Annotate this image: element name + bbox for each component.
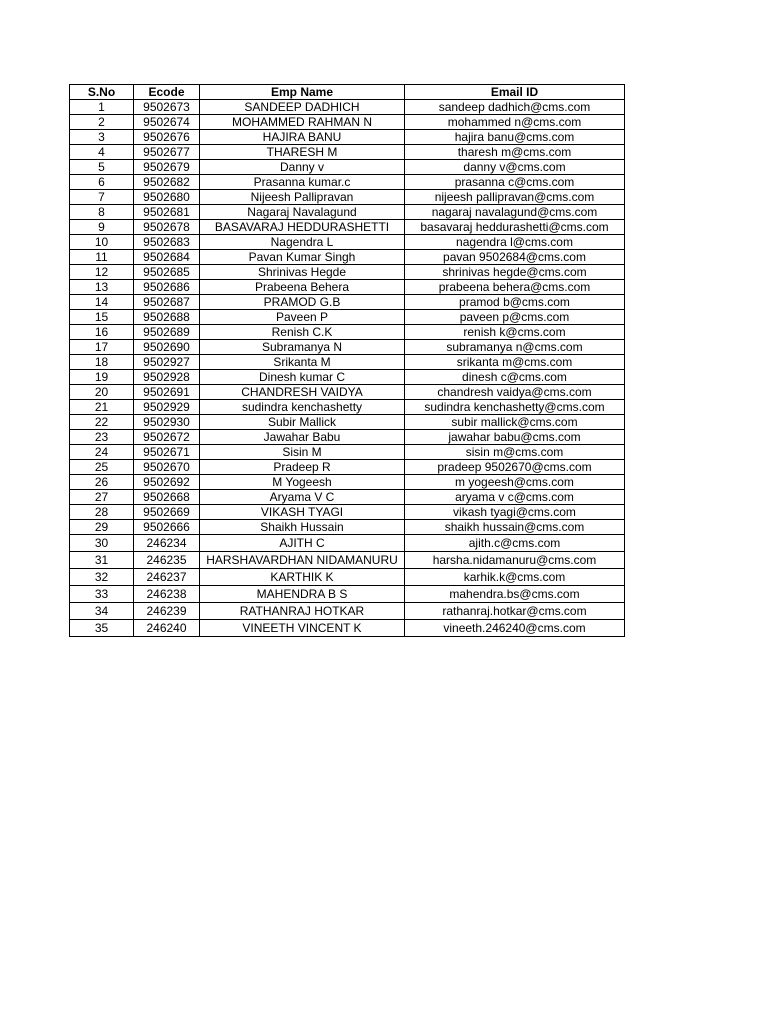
sno-cell: 9 xyxy=(70,220,134,235)
emp-name-cell: VINEETH VINCENT K xyxy=(200,620,405,637)
email-cell: sudindra kenchashetty@cms.com xyxy=(405,400,625,415)
emp-name-cell: Paveen P xyxy=(200,310,405,325)
table-row xyxy=(70,220,625,235)
emp-name-cell: Nagaraj Navalagund xyxy=(200,205,405,220)
sno-cell: 15 xyxy=(70,310,134,325)
sno-cell: 13 xyxy=(70,280,134,295)
emp-name-cell: MOHAMMED RAHMAN N xyxy=(200,115,405,130)
email-cell: aryama v c@cms.com xyxy=(405,490,625,505)
sno-cell: 34 xyxy=(70,603,134,620)
table-row xyxy=(70,340,625,355)
sno-cell: 8 xyxy=(70,205,134,220)
emp-name-cell: Dinesh kumar C xyxy=(200,370,405,385)
email-cell: pramod b@cms.com xyxy=(405,295,625,310)
sno-cell: 27 xyxy=(70,490,134,505)
table-row xyxy=(70,385,625,400)
email-cell: vineeth.246240@cms.com xyxy=(405,620,625,637)
emp-name-cell: Shrinivas Hegde xyxy=(200,265,405,280)
emp-name-cell: Sisin M xyxy=(200,445,405,460)
emp-name-cell: Aryama V C xyxy=(200,490,405,505)
ecode-cell: 9502688 xyxy=(134,310,200,325)
ecode-cell: 9502668 xyxy=(134,490,200,505)
email-cell: shrinivas hegde@cms.com xyxy=(405,265,625,280)
table-row xyxy=(70,355,625,370)
table-row xyxy=(70,475,625,490)
email-cell: nagaraj navalagund@cms.com xyxy=(405,205,625,220)
email-cell: chandresh vaidya@cms.com xyxy=(405,385,625,400)
ecode-cell: 9502666 xyxy=(134,520,200,535)
email-cell: paveen p@cms.com xyxy=(405,310,625,325)
sno-cell: 32 xyxy=(70,569,134,586)
header-sno: S.No xyxy=(70,85,134,100)
sno-cell: 2 xyxy=(70,115,134,130)
table-row xyxy=(70,620,625,637)
table-row xyxy=(70,490,625,505)
emp-name-cell: AJITH C xyxy=(200,535,405,552)
table-body xyxy=(70,100,625,637)
sno-cell: 5 xyxy=(70,160,134,175)
ecode-cell: 9502683 xyxy=(134,235,200,250)
email-cell: sisin m@cms.com xyxy=(405,445,625,460)
table-row xyxy=(70,265,625,280)
table-row xyxy=(70,460,625,475)
table-row xyxy=(70,175,625,190)
sno-cell: 22 xyxy=(70,415,134,430)
email-cell: mohammed n@cms.com xyxy=(405,115,625,130)
header-emp-name: Emp Name xyxy=(200,85,405,100)
table-row xyxy=(70,370,625,385)
email-cell: pradeep 9502670@cms.com xyxy=(405,460,625,475)
ecode-cell: 9502692 xyxy=(134,475,200,490)
table-row xyxy=(70,505,625,520)
ecode-cell: 9502930 xyxy=(134,415,200,430)
emp-name-cell: Nijeesh Pallipravan xyxy=(200,190,405,205)
header-row xyxy=(70,85,625,100)
emp-name-cell: Pradeep R xyxy=(200,460,405,475)
email-cell: mahendra.bs@cms.com xyxy=(405,586,625,603)
emp-name-cell: Prasanna kumar.c xyxy=(200,175,405,190)
ecode-cell: 9502678 xyxy=(134,220,200,235)
email-cell: nagendra l@cms.com xyxy=(405,235,625,250)
sno-cell: 25 xyxy=(70,460,134,475)
email-cell: nijeesh pallipravan@cms.com xyxy=(405,190,625,205)
ecode-cell: 9502669 xyxy=(134,505,200,520)
table-row xyxy=(70,430,625,445)
sno-cell: 23 xyxy=(70,430,134,445)
header-email-id: Email ID xyxy=(405,85,625,100)
table-row xyxy=(70,235,625,250)
table-row xyxy=(70,130,625,145)
emp-name-cell: sudindra kenchashetty xyxy=(200,400,405,415)
table-row xyxy=(70,310,625,325)
ecode-cell: 246234 xyxy=(134,535,200,552)
emp-name-cell: Pavan Kumar Singh xyxy=(200,250,405,265)
sno-cell: 30 xyxy=(70,535,134,552)
ecode-cell: 9502928 xyxy=(134,370,200,385)
ecode-cell: 9502681 xyxy=(134,205,200,220)
table-row xyxy=(70,100,625,115)
sno-cell: 21 xyxy=(70,400,134,415)
ecode-cell: 9502689 xyxy=(134,325,200,340)
table-row xyxy=(70,415,625,430)
email-cell: sandeep dadhich@cms.com xyxy=(405,100,625,115)
emp-name-cell: Jawahar Babu xyxy=(200,430,405,445)
emp-name-cell: M Yogeesh xyxy=(200,475,405,490)
ecode-cell: 9502684 xyxy=(134,250,200,265)
sno-cell: 29 xyxy=(70,520,134,535)
emp-name-cell: VIKASH TYAGI xyxy=(200,505,405,520)
ecode-cell: 9502671 xyxy=(134,445,200,460)
sno-cell: 11 xyxy=(70,250,134,265)
emp-name-cell: THARESH M xyxy=(200,145,405,160)
ecode-cell: 9502674 xyxy=(134,115,200,130)
ecode-cell: 9502685 xyxy=(134,265,200,280)
sno-cell: 3 xyxy=(70,130,134,145)
ecode-cell: 246237 xyxy=(134,569,200,586)
table-row xyxy=(70,160,625,175)
emp-name-cell: Prabeena Behera xyxy=(200,280,405,295)
sno-cell: 28 xyxy=(70,505,134,520)
email-cell: ajith.c@cms.com xyxy=(405,535,625,552)
sno-cell: 16 xyxy=(70,325,134,340)
sno-cell: 20 xyxy=(70,385,134,400)
table-row xyxy=(70,325,625,340)
emp-name-cell: Nagendra L xyxy=(200,235,405,250)
email-cell: rathanraj.hotkar@cms.com xyxy=(405,603,625,620)
email-cell: tharesh m@cms.com xyxy=(405,145,625,160)
email-cell: shaikh hussain@cms.com xyxy=(405,520,625,535)
sno-cell: 33 xyxy=(70,586,134,603)
table-row xyxy=(70,569,625,586)
emp-name-cell: HAJIRA BANU xyxy=(200,130,405,145)
table-row xyxy=(70,586,625,603)
table-row xyxy=(70,115,625,130)
emp-name-cell: HARSHAVARDHAN NIDAMANURU xyxy=(200,552,405,569)
email-cell: jawahar babu@cms.com xyxy=(405,430,625,445)
email-cell: m yogeesh@cms.com xyxy=(405,475,625,490)
email-cell: srikanta m@cms.com xyxy=(405,355,625,370)
ecode-cell: 9502686 xyxy=(134,280,200,295)
email-cell: karhik.k@cms.com xyxy=(405,569,625,586)
email-cell: prasanna c@cms.com xyxy=(405,175,625,190)
emp-name-cell: Danny v xyxy=(200,160,405,175)
ecode-cell: 9502680 xyxy=(134,190,200,205)
emp-name-cell: Srikanta M xyxy=(200,355,405,370)
emp-name-cell: PRAMOD G.B xyxy=(200,295,405,310)
ecode-cell: 9502677 xyxy=(134,145,200,160)
ecode-cell: 9502691 xyxy=(134,385,200,400)
sno-cell: 14 xyxy=(70,295,134,310)
sno-cell: 10 xyxy=(70,235,134,250)
sno-cell: 4 xyxy=(70,145,134,160)
table-row xyxy=(70,250,625,265)
ecode-cell: 9502672 xyxy=(134,430,200,445)
email-cell: hajira banu@cms.com xyxy=(405,130,625,145)
sno-cell: 19 xyxy=(70,370,134,385)
emp-name-cell: Subramanya N xyxy=(200,340,405,355)
ecode-cell: 9502690 xyxy=(134,340,200,355)
ecode-cell: 9502670 xyxy=(134,460,200,475)
email-cell: danny v@cms.com xyxy=(405,160,625,175)
emp-name-cell: CHANDRESH VAIDYA xyxy=(200,385,405,400)
ecode-cell: 9502679 xyxy=(134,160,200,175)
sno-cell: 24 xyxy=(70,445,134,460)
ecode-cell: 246238 xyxy=(134,586,200,603)
emp-name-cell: KARTHIK K xyxy=(200,569,405,586)
sno-cell: 35 xyxy=(70,620,134,637)
table-row xyxy=(70,445,625,460)
ecode-cell: 246235 xyxy=(134,552,200,569)
emp-name-cell: MAHENDRA B S xyxy=(200,586,405,603)
table-row xyxy=(70,145,625,160)
email-cell: renish k@cms.com xyxy=(405,325,625,340)
email-cell: prabeena behera@cms.com xyxy=(405,280,625,295)
emp-name-cell: Renish C.K xyxy=(200,325,405,340)
ecode-cell: 9502682 xyxy=(134,175,200,190)
ecode-cell: 9502687 xyxy=(134,295,200,310)
emp-name-cell: RATHANRAJ HOTKAR xyxy=(200,603,405,620)
table-row xyxy=(70,400,625,415)
table-row xyxy=(70,535,625,552)
table-row xyxy=(70,552,625,569)
table-row xyxy=(70,190,625,205)
email-cell: dinesh c@cms.com xyxy=(405,370,625,385)
table-row xyxy=(70,205,625,220)
ecode-cell: 246240 xyxy=(134,620,200,637)
ecode-cell: 9502929 xyxy=(134,400,200,415)
email-cell: harsha.nidamanuru@cms.com xyxy=(405,552,625,569)
sno-cell: 7 xyxy=(70,190,134,205)
sno-cell: 18 xyxy=(70,355,134,370)
ecode-cell: 9502676 xyxy=(134,130,200,145)
emp-name-cell: Shaikh Hussain xyxy=(200,520,405,535)
employee-table xyxy=(69,84,625,637)
table-row xyxy=(70,280,625,295)
emp-name-cell: Subir Mallick xyxy=(200,415,405,430)
sno-cell: 26 xyxy=(70,475,134,490)
email-cell: vikash tyagi@cms.com xyxy=(405,505,625,520)
table-row xyxy=(70,520,625,535)
email-cell: pavan 9502684@cms.com xyxy=(405,250,625,265)
sno-cell: 31 xyxy=(70,552,134,569)
table-row xyxy=(70,295,625,310)
sno-cell: 12 xyxy=(70,265,134,280)
email-cell: subramanya n@cms.com xyxy=(405,340,625,355)
email-cell: subir mallick@cms.com xyxy=(405,415,625,430)
ecode-cell: 9502673 xyxy=(134,100,200,115)
header-ecode: Ecode xyxy=(134,85,200,100)
ecode-cell: 246239 xyxy=(134,603,200,620)
emp-name-cell: SANDEEP DADHICH xyxy=(200,100,405,115)
email-cell: basavaraj heddurashetti@cms.com xyxy=(405,220,625,235)
ecode-cell: 9502927 xyxy=(134,355,200,370)
table-row xyxy=(70,603,625,620)
sno-cell: 17 xyxy=(70,340,134,355)
sno-cell: 1 xyxy=(70,100,134,115)
emp-name-cell: BASAVARAJ HEDDURASHETTI xyxy=(200,220,405,235)
sno-cell: 6 xyxy=(70,175,134,190)
